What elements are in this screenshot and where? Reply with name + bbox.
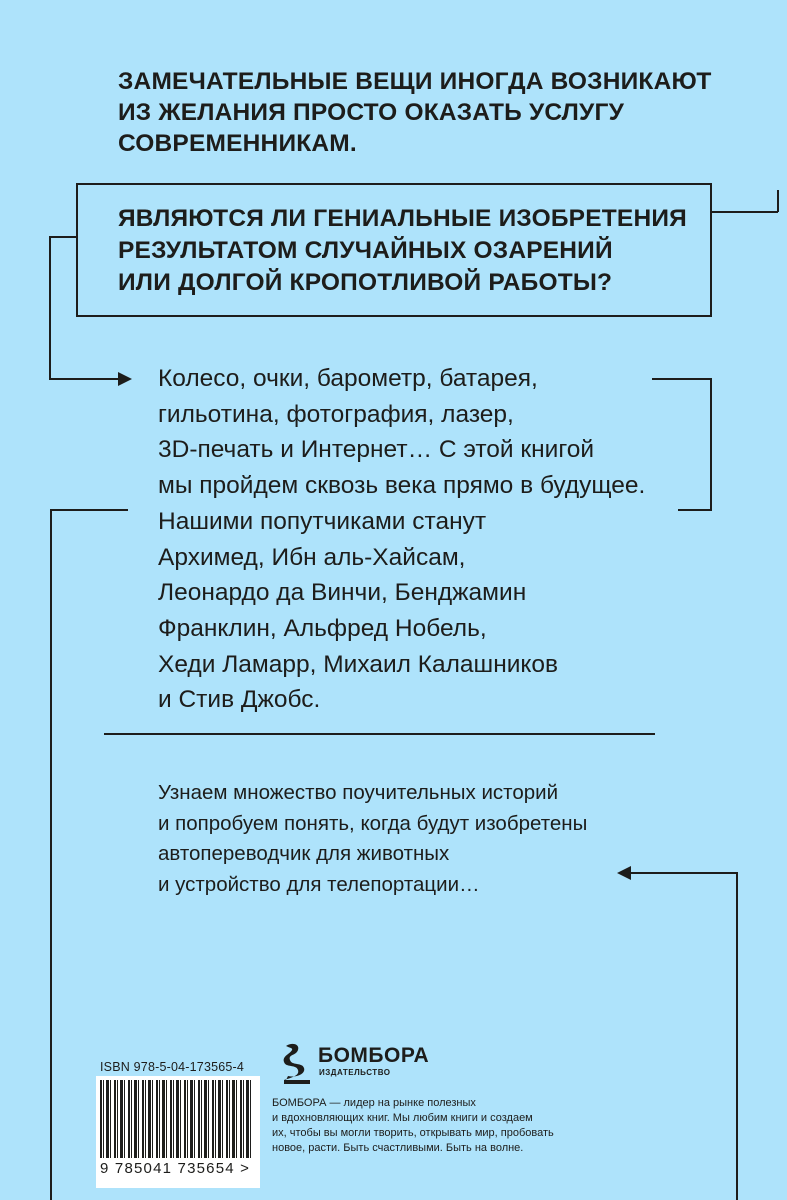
bracket-right-bottom bbox=[678, 509, 712, 511]
question-line: ЯВЛЯЮТСЯ ЛИ ГЕНИАЛЬНЫЕ ИЗОБРЕТЕНИЯ bbox=[118, 205, 687, 232]
tagline-line: их, чтобы вы могли творить, открывать мир, пробовать bbox=[272, 1127, 554, 1139]
bracket-right-vertical bbox=[710, 378, 712, 511]
connector-left-vertical bbox=[49, 236, 51, 380]
connector-left-top bbox=[49, 236, 77, 238]
arrow-right-icon bbox=[118, 372, 132, 386]
bombora-logo-icon bbox=[276, 1040, 320, 1088]
body-line: Нашими попутчиками станут bbox=[158, 507, 487, 535]
bracket-right-top bbox=[652, 378, 712, 380]
tagline-line: БОМБОРА — лидер на рынке полезных bbox=[272, 1097, 476, 1109]
frame-connector-right-down bbox=[777, 190, 779, 212]
publisher-tagline bbox=[272, 1096, 592, 1156]
outro-text bbox=[158, 778, 718, 900]
intro-line: ЗАМЕЧАТЕЛЬНЫЕ ВЕЩИ ИНОГДА ВОЗНИКАЮТ bbox=[118, 68, 712, 95]
body-line: гильотина, фотография, лазер, bbox=[158, 400, 514, 428]
outro-line: и попробуем понять, когда будут изобретены bbox=[158, 811, 588, 835]
intro-line: СОВРЕМЕННИКАМ. bbox=[118, 130, 357, 157]
question-line: ИЛИ ДОЛГОЙ КРОПОТЛИВОЙ РАБОТЫ? bbox=[118, 269, 613, 296]
tagline-line: новое, расти. Быть счастливыми. Быть на волне. bbox=[272, 1142, 524, 1154]
main-body-text bbox=[158, 361, 718, 718]
publisher-subtitle: ИЗДАТЕЛЬСТВО bbox=[319, 1068, 391, 1077]
connector-right-vertical bbox=[736, 872, 738, 1200]
publisher-name: БОМБОРА bbox=[318, 1044, 430, 1067]
body-line: Хеди Ламарр, Михаил Калашников bbox=[158, 650, 559, 678]
outro-line: Узнаем множество поучительных историй bbox=[158, 781, 559, 804]
body-line: 3D-печать и Интернет… С этой книгой bbox=[158, 436, 595, 464]
frame-connector-right bbox=[710, 211, 778, 213]
body-line: Леонардо да Винчи, Бенджамин bbox=[158, 579, 527, 607]
connector-left2-top bbox=[50, 509, 128, 511]
question-line: РЕЗУЛЬТАТОМ СЛУЧАЙНЫХ ОЗАРЕНИЙ bbox=[118, 237, 613, 264]
barcode-block bbox=[100, 1060, 260, 1200]
intro-line: ИЗ ЖЕЛАНИЯ ПРОСТО ОКАЗАТЬ УСЛУГУ bbox=[118, 99, 625, 126]
barcode-digits: 9 785041 735654 > bbox=[100, 1160, 251, 1177]
barcode-image bbox=[100, 1080, 253, 1158]
outro-line: и устройство для телепортации… bbox=[158, 872, 480, 896]
body-line: Франклин, Альфред Нобель, bbox=[158, 614, 487, 642]
body-line: Колесо, очки, барометр, батарея, bbox=[158, 365, 538, 392]
intro-text bbox=[118, 66, 718, 159]
tagline-line: и вдохновляющих книг. Мы любим книги и создаем bbox=[272, 1112, 533, 1124]
body-line: мы пройдем сквозь века прямо в будущее. bbox=[158, 472, 646, 500]
connector-right-shaft bbox=[628, 872, 738, 874]
question-text bbox=[118, 203, 718, 299]
outro-line: автопереводчик для животных bbox=[158, 842, 450, 865]
connector-arrow-shaft bbox=[49, 378, 121, 380]
body-line: Архимед, Ибн аль-Хайсам, bbox=[158, 543, 466, 571]
isbn-label: ISBN 978-5-04-173565-4 bbox=[100, 1060, 245, 1074]
body-line: и Стив Джобс. bbox=[158, 686, 321, 714]
connector-left2-vertical bbox=[50, 509, 52, 1200]
section-divider bbox=[104, 733, 655, 735]
